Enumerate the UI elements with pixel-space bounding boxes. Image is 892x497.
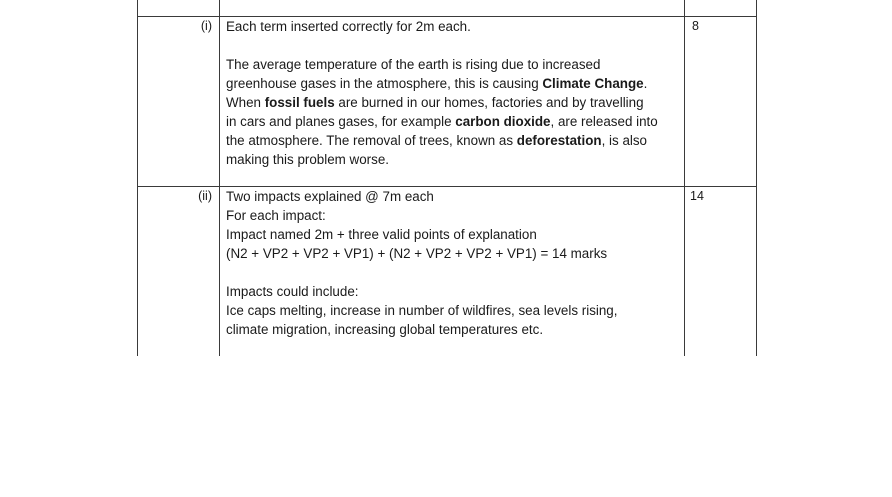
answer-line: the atmosphere. The removal of trees, known as deforestation, is also [226, 133, 648, 148]
key-term: fossil fuels [264, 95, 335, 110]
marks-column-divider [684, 0, 685, 356]
answer-line: greenhouse gases in the atmosphere, this is causing Climate Change. [226, 76, 648, 91]
answer-line: For each impact: [226, 208, 326, 223]
answer-line: climate migration, increasing global temperatures etc. [226, 322, 544, 337]
answer-line: in cars and planes gases, for example carbon dioxide, are released into [226, 114, 658, 129]
key-term: carbon dioxide [455, 114, 551, 129]
marks-ii: 14 [690, 189, 704, 203]
answer-line: The average temperature of the earth is rising due to increased [226, 57, 601, 72]
key-term: deforestation [516, 133, 602, 148]
answer-line: (N2 + VP2 + VP2 + VP1) + (N2 + VP2 + VP2 + VP1) = 14 marks [226, 246, 608, 261]
answer-line: making this problem worse. [226, 152, 389, 167]
answer-line: When fossil fuels are burned in our homes, factories and by travelling [226, 95, 644, 110]
table-right-border [756, 0, 757, 356]
answer-line: Ice caps melting, increase in number of wildfires, sea levels rising, [226, 303, 618, 318]
answer-heading-i: Each term inserted correctly for 2m each. [226, 19, 471, 34]
answer-cell-ii [226, 187, 617, 339]
part-label-ii: (ii) [198, 189, 212, 203]
answer-paragraph-i [226, 55, 658, 169]
answer-cell-i [226, 17, 658, 169]
part-label-i: (i) [200, 19, 212, 33]
answer-line: Impact named 2m + three valid points of explanation [226, 227, 537, 242]
answer-line: Two impacts explained @ 7m each [226, 189, 434, 204]
key-term: Climate Change [542, 76, 644, 91]
marks-i: 8 [692, 19, 699, 33]
answer-line: Impacts could include: [226, 284, 359, 299]
table-left-border [137, 0, 138, 356]
label-column-divider [219, 0, 220, 356]
